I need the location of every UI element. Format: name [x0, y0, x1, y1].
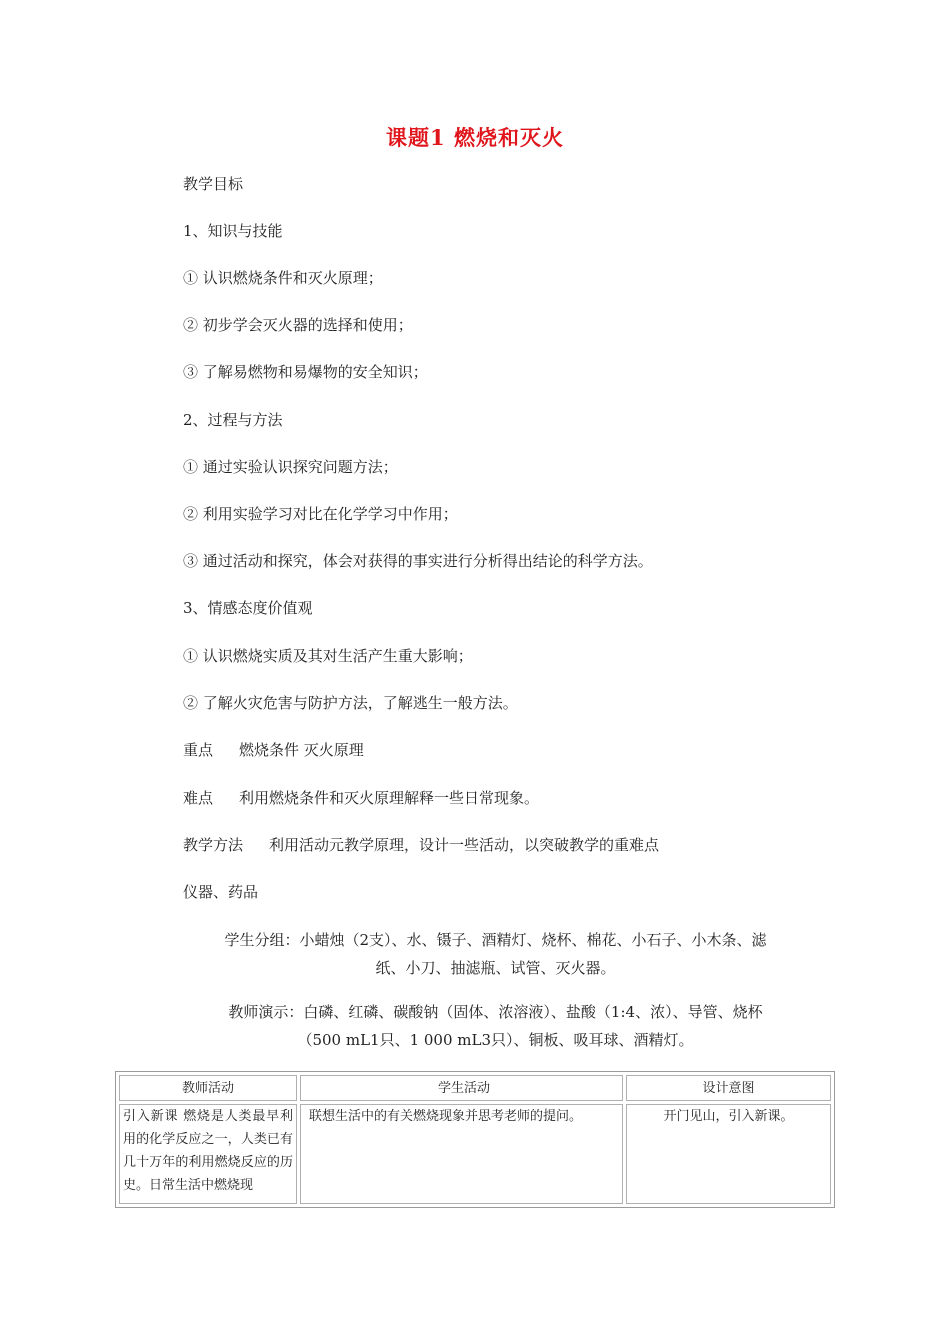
- goal-item: ② 初步学会灭火器的选择和使用；: [183, 316, 413, 334]
- key-text: 燃烧条件 灭火原理: [239, 741, 364, 759]
- goal-item: ② 了解火灾危害与防护方法，了解逃生一般方法。: [183, 694, 518, 712]
- section-attitude-heading: 3、情感态度价值观: [183, 599, 313, 617]
- goal-item: ① 通过实验认识探究问题方法；: [183, 458, 398, 476]
- cell-student-activity: 联想生活中的有关燃烧现象并思考老师的提问。: [300, 1104, 623, 1204]
- header-design-intent: 设计意图: [626, 1075, 831, 1101]
- goal-item: ① 认识燃烧实质及其对生活产生重大影响；: [183, 647, 473, 665]
- header-teacher-activity: 教师活动: [119, 1075, 297, 1101]
- teacher-demo-line: （500 mL1只、1 000 mL3只）、铜板、吸耳球、酒精灯。: [297, 1031, 694, 1049]
- teaching-goals-heading: 教学目标: [183, 175, 244, 193]
- teacher-demo-paragraph: [183, 998, 808, 1054]
- difficulty-text: 利用燃烧条件和灭火原理解释一些日常现象。: [239, 789, 540, 807]
- equipment-heading: 仪器、药品: [183, 883, 259, 901]
- cell-design-intent: 开门见山，引入新课。: [626, 1104, 831, 1204]
- document-title: 课题1 燃烧和灭火: [386, 125, 564, 150]
- goal-item: ① 认识燃烧条件和灭火原理；: [183, 269, 383, 287]
- goal-item: ③ 了解易燃物和易爆物的安全知识；: [183, 363, 428, 381]
- method-line: [183, 835, 659, 855]
- goal-item: ② 利用实验学习对比在化学学习中作用；: [183, 505, 458, 523]
- section-process-heading: 2、过程与方法: [183, 411, 283, 429]
- key-points-line: [183, 740, 364, 760]
- key-label: 重点: [183, 741, 214, 759]
- cell-teacher-activity: 引入新课 燃烧是人类最早利用的化学反应之一，人类已有几十万年的利用燃烧反应的历史。日常生活中燃烧现: [119, 1104, 297, 1204]
- method-text: 利用活动元教学原理，设计一些活动，以突破教学的重难点: [269, 836, 660, 854]
- header-student-activity: 学生活动: [300, 1075, 623, 1101]
- student-group-paragraph: [183, 926, 808, 982]
- method-label: 教学方法: [183, 836, 244, 854]
- teacher-demo-line: 教师演示：白磷、红磷、碳酸钠（固体、浓溶液）、盐酸（1:4、浓）、导管、烧杯: [228, 1003, 763, 1021]
- table-header-row: [119, 1075, 831, 1101]
- section-knowledge-heading: 1、知识与技能: [183, 222, 283, 240]
- goal-item: ③ 通过活动和探究，体会对获得的事实进行分析得出结论的科学方法。: [183, 552, 653, 570]
- student-group-line: 纸、小刀、抽滤瓶、试管、灭火器。: [375, 959, 616, 977]
- difficulty-line: [183, 788, 539, 808]
- difficulty-label: 难点: [183, 789, 214, 807]
- student-group-line: 学生分组：小蜡烛（2支）、水、镊子、酒精灯、烧杯、棉花、小石子、小木条、滤: [224, 931, 767, 949]
- table-row: [119, 1104, 831, 1204]
- lesson-activity-table: [115, 1071, 835, 1208]
